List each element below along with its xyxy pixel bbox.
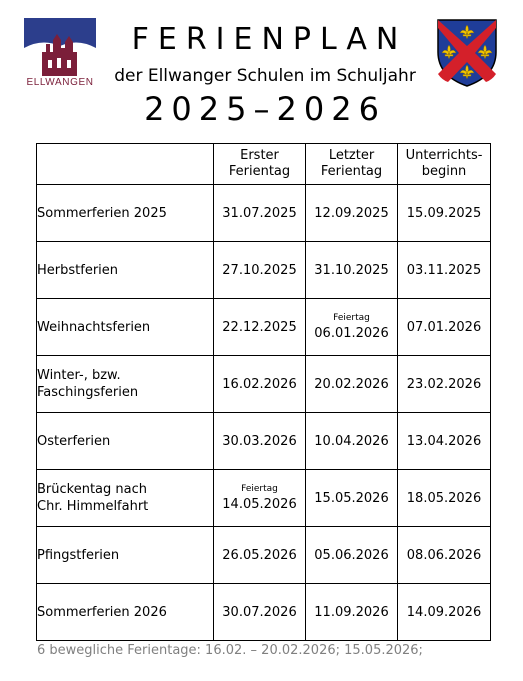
ellwangen-logo (24, 18, 96, 90)
holiday-name: Pfingstferien (37, 527, 214, 584)
last-day: 11.09.2026 (306, 584, 398, 641)
table-row (37, 527, 491, 584)
first-day: 27.10.2025 (214, 242, 306, 299)
school-resumes: 08.06.2026 (398, 527, 491, 584)
first-day-cell (214, 470, 306, 527)
first-day: 26.05.2026 (214, 527, 306, 584)
holiday-name: Winter-, bzw. Faschingsferien (37, 356, 214, 413)
table-row (37, 242, 491, 299)
table-row (37, 299, 491, 356)
header-cell-last: Letzter Ferientag (306, 144, 398, 185)
holiday-name: Sommerferien 2025 (37, 185, 214, 242)
page-title: FERIENPLAN (131, 22, 408, 57)
holiday-name: Osterferien (37, 413, 214, 470)
last-day: 15.05.2026 (306, 470, 398, 527)
first-day: 30.07.2026 (214, 584, 306, 641)
first-day: 16.02.2026 (214, 356, 306, 413)
holiday-name: Sommerferien 2026 (37, 584, 214, 641)
holiday-name: Weihnachtsferien (37, 299, 214, 356)
school-resumes: 23.02.2026 (398, 356, 491, 413)
last-day: 06.01.2026 (314, 326, 389, 341)
page-subtitle: der Ellwanger Schulen im Schuljahr (114, 66, 416, 86)
header-cell-name (37, 144, 214, 185)
table-row (37, 413, 491, 470)
last-day: 05.06.2026 (306, 527, 398, 584)
holiday-name: Brückentag nach Chr. Himmelfahrt (37, 470, 214, 527)
last-day: 10.04.2026 (306, 413, 398, 470)
first-day: 31.07.2025 (214, 185, 306, 242)
table-header-row (37, 144, 491, 185)
school-resumes: 07.01.2026 (398, 299, 491, 356)
table-row (37, 584, 491, 641)
coat-of-arms-icon (436, 18, 498, 88)
footnote: 6 bewegliche Ferientage: 16.02. – 20.02.2026; 15.05.2026; (37, 643, 423, 658)
table-row (37, 356, 491, 413)
table-row (37, 470, 491, 527)
header-cell-first: Erster Ferientag (214, 144, 306, 185)
school-resumes: 14.09.2026 (398, 584, 491, 641)
holiday-note: Feiertag (241, 484, 278, 494)
school-resumes: 13.04.2026 (398, 413, 491, 470)
holiday-name: Herbstferien (37, 242, 214, 299)
last-day: 20.02.2026 (306, 356, 398, 413)
holiday-note: Feiertag (333, 313, 370, 323)
table-row (37, 185, 491, 242)
holiday-table (36, 143, 491, 641)
header-cell-resume: Unterrichts- beginn (398, 144, 491, 185)
first-day: 14.05.2026 (222, 497, 297, 512)
school-resumes: 18.05.2026 (398, 470, 491, 527)
school-resumes: 15.09.2025 (398, 185, 491, 242)
logo-wordmark: ELLWANGEN (26, 77, 94, 88)
school-resumes: 03.11.2025 (398, 242, 491, 299)
first-day: 22.12.2025 (214, 299, 306, 356)
school-year: 2025–2026 (144, 90, 386, 128)
first-day: 30.03.2026 (214, 413, 306, 470)
ellwangen-logo-graphic (24, 18, 96, 76)
last-day: 12.09.2025 (306, 185, 398, 242)
last-day-cell (306, 299, 398, 356)
last-day: 31.10.2025 (306, 242, 398, 299)
